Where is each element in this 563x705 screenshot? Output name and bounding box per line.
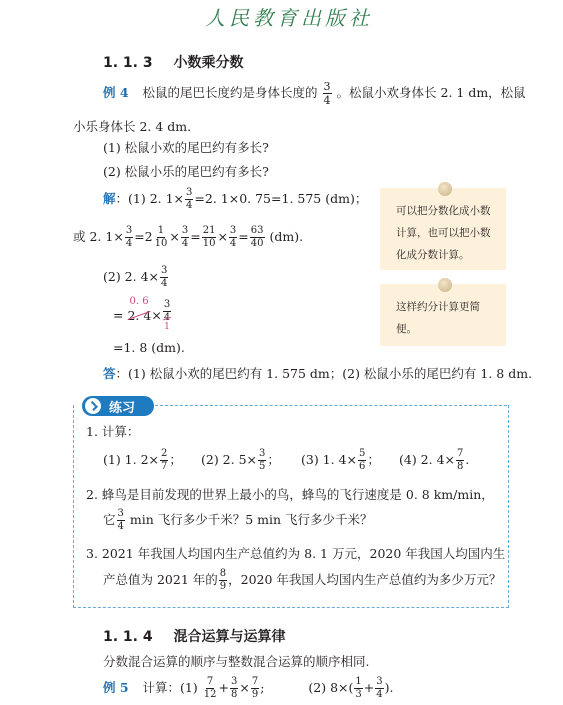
example-text: 松鼠的尾巴长度约是身体长度的 (142, 85, 318, 100)
math-text: 或 2. 1× (73, 229, 124, 244)
side-note-2: 这样约分计算更简便。 (380, 284, 506, 346)
fraction: $\frac{3}{4}$ (181, 225, 189, 249)
section-number: 1. 1. 4 (103, 629, 153, 645)
fraction: $\frac{3}{4}$ (186, 187, 193, 211)
question-1: (1) 松鼠小欢的尾巴约有多长? (103, 140, 269, 155)
fraction: $\frac{3}{4}$ (323, 80, 331, 107)
fraction: $\frac{3}{4}$ (161, 265, 168, 289)
pin-icon (438, 182, 452, 196)
exercise-tag: 练习 (82, 396, 154, 416)
reduced-value: 0. 6 (129, 295, 149, 307)
fraction: $\frac{3}{4}$ (125, 225, 133, 249)
example-text: 。松鼠小欢身体长 2. 1 dm，松鼠 (336, 85, 526, 100)
section-title: 混合运算与运算律 (173, 629, 286, 645)
exercise-item: (2) 2. 5× $\frac{3}{5}$ ； (201, 448, 280, 472)
exercise-item: (4) 2. 4× $\frac{7}{8}$ . (399, 448, 470, 472)
question-2: (2) 松鼠小乐的尾巴约有多长? (103, 164, 269, 179)
exercise-box-top (155, 405, 507, 406)
fraction: $\frac{1}{10}$ (154, 225, 168, 249)
math-text: = (238, 229, 249, 244)
solution-line1 (103, 188, 367, 211)
exercise-q1-label: 1. 计算： (86, 424, 140, 439)
answer-line (103, 364, 532, 382)
fraction: $\frac{21}{10}$ (202, 225, 216, 249)
exercise-q2-line2: 它 $\frac{3}{4}$ min 飞行多少千米？5 min 飞行多少千米？ (103, 508, 373, 532)
solution-line4 (113, 295, 172, 332)
section-number: 1. 1. 3 (103, 55, 153, 71)
math-text: (dm). (265, 229, 304, 244)
example-label: 例 5 (103, 680, 129, 695)
example-4-line2: 小乐身体长 2. 4 dm. (73, 119, 192, 134)
reduced-denominator: 1 (164, 322, 170, 332)
exercise-q3-line2: 产总值为 2021 年的 $\frac{8}{9}$ ，2020 年我国人均国内生产总值约为多少万元？ (103, 568, 502, 592)
section-heading (103, 52, 243, 72)
publisher-header: 人民教育出版社 (205, 6, 373, 30)
math-text: = (113, 307, 124, 323)
exercise-item: (1) 1. 2× $\frac{2}{7}$ ； (103, 448, 182, 472)
math-text: (2) 2. 4× (103, 269, 160, 284)
section-heading (103, 626, 285, 646)
solution-line5: =1. 8 (dm). (113, 340, 185, 355)
exercise-item: (3) 1. 4× $\frac{5}{6}$ ； (301, 448, 380, 472)
solution-line2 (73, 226, 303, 249)
fraction: $\frac{63}{40}$ (250, 225, 264, 249)
math-text: ：(1) 2. 1× (115, 191, 185, 206)
fraction: $\frac{3}{4}$ (229, 225, 237, 249)
math-text: × (217, 229, 228, 244)
side-note-1: 可以把分数化成小数计算，也可以把小数化成分数计算。 (380, 188, 506, 270)
answer-text: ：(1) 松鼠小欢的尾巴约有 1. 575 dm；(2) 松鼠小乐的尾巴约有 1. 8 dm. (115, 366, 533, 381)
example-5-line: 例 5 计算：(1) $\frac{7}{12}$ + $\frac{3}{8}$ × $\frac{7}{9}$ ; (2) 8×( $\frac{1}{3}$ + $\frac{3}{4}$ ). (103, 676, 394, 700)
math-text: × (169, 229, 180, 244)
exercise-q1-items (103, 449, 469, 472)
check-icon (85, 398, 101, 414)
pin-icon (438, 278, 452, 292)
example-label: 例 4 (103, 85, 129, 100)
math-text: =2. 1×0. 75=1. 575 (dm)； (194, 191, 368, 206)
example-4-line1 (103, 81, 526, 106)
exercise-q3-line1: 3. 2021 年我国人均国内生产总值约为 8. 1 万元，2020 年我国人均国内生 (86, 546, 506, 561)
math-text: = (190, 229, 201, 244)
math-text: × (151, 307, 162, 323)
solution-label: 解 (103, 191, 116, 206)
solution-line3 (103, 266, 169, 289)
answer-label: 答 (103, 366, 116, 381)
section-intro: 分数混合运算的顺序与整数混合运算的顺序相同. (103, 654, 370, 669)
cancelled-number: 0. 6 2. 4 (127, 295, 152, 323)
section-title: 小数乘分数 (173, 55, 244, 71)
math-text: =2 (134, 229, 153, 244)
fraction: 3 4 1 (163, 299, 171, 332)
exercise-q2-line1: 2. 蜂鸟是目前发现的世界上最小的鸟，蜂鸟的飞行速度是 0. 8 km/min， (86, 487, 494, 502)
